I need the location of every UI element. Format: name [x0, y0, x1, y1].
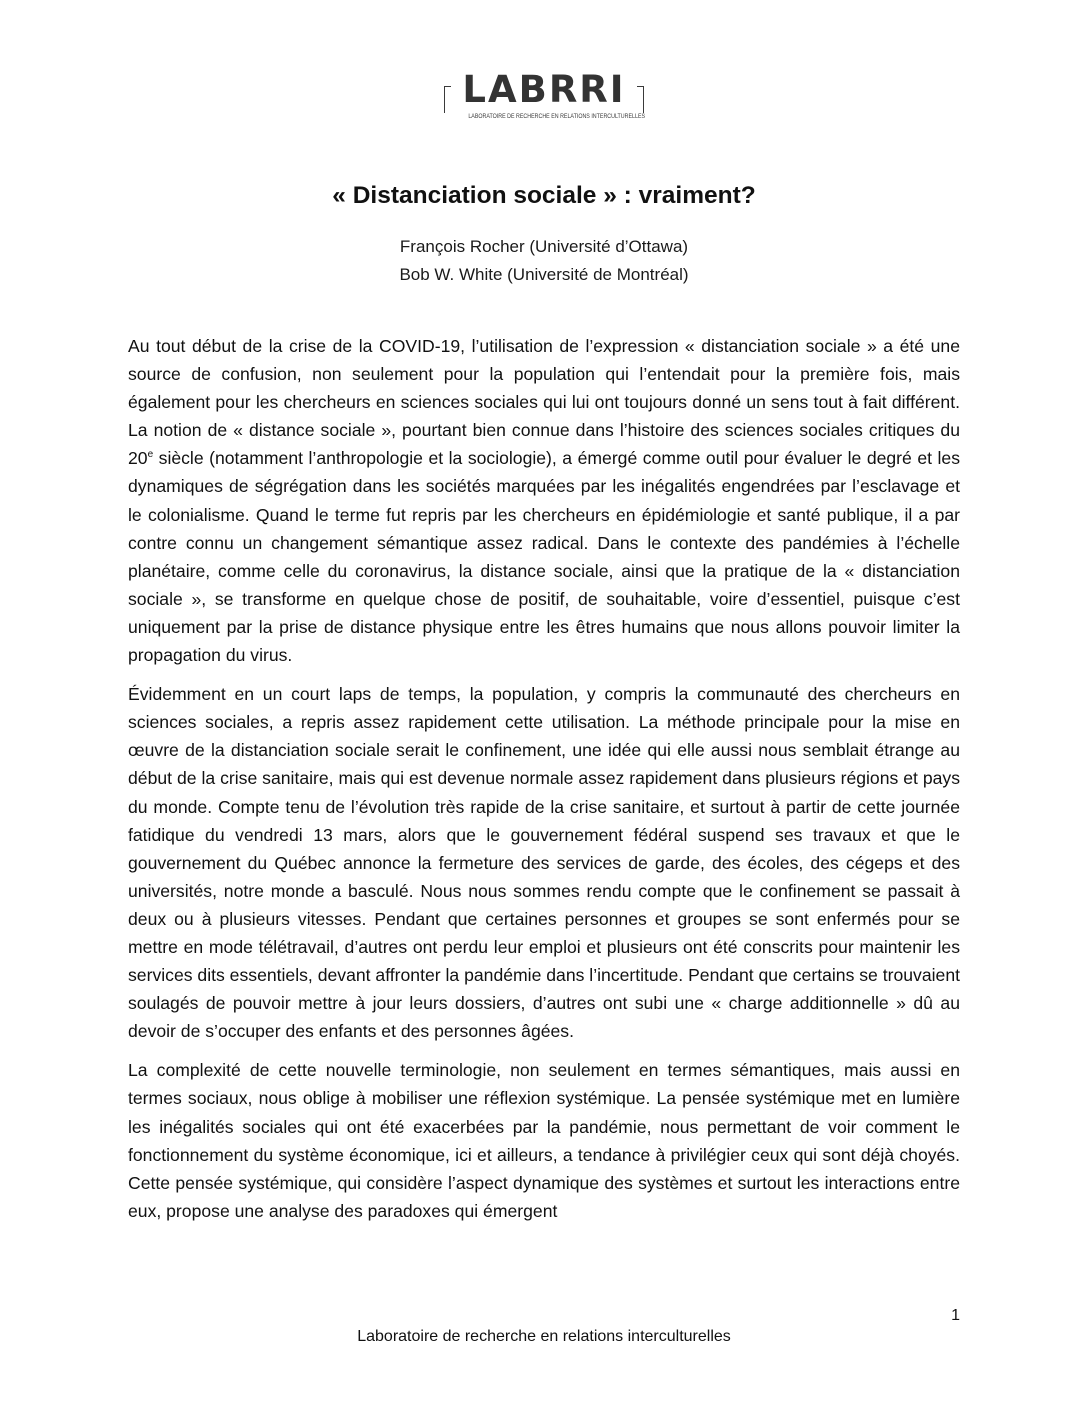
labrri-logo: [444, 66, 644, 124]
page-footer: Laboratoire de recherche en relations interculturelles: [357, 1328, 731, 1345]
paragraph-text: siècle (notamment l’anthropologie et la sociologie), a émergé comme outil pour évaluer le degré et les dynamiques de ségrégation dans les sociétés marquées par les inégalités engendrées par l’esclavage et le colonialisme. Quand le terme fut repris par les chercheurs en épidémiologie et santé publique, il a par contre connu un changement sémantique assez radical. Dans le contexte des pandémies à l’échelle planétaire, comme celle du coronavirus, la distance sociale, ainsi que la pratique de la « distanciation sociale », se transforme en quelque chose de positif, de souhaitable, voire d’essentiel, puisque c’est uniquement par la prise de distance physique entre les êtres humains que nous allons pouvoir limiter la propagation du virus.: [128, 448, 960, 666]
author-list: [0, 233, 1088, 289]
page-number: 1: [951, 1307, 960, 1324]
body-paragraph: [128, 332, 960, 669]
body-paragraph: Évidemment en un court laps de temps, la population, y compris la communauté des chercheurs en sciences sociales, a repris assez rapidement cette utilisation. La méthode principale pour la mise en œuvre de la distanciation sociale serait le confinement, une idée qui elle aussi nous semblait étrange au début de la crise sanitaire, mais qui est devenue normale assez rapidement dans plusieurs régions et pays du monde. Compte tenu de l’évolution très rapide de la crise sanitaire, et surtout à partir de cette journée fatidique du vendredi 13 mars, alors que le gouvernement fédéral suspend ses travaux et que le gouvernement du Québec annonce la fermeture des services de garde, des écoles, des cégeps et des universités, notre monde a basculé. Nous nous sommes rendu compte que le confinement se passait à deux ou à plusieurs vitesses. Pendant que certaines personnes et groupes se sont enfermés pour se mettre en mode télétravail, d’autres ont perdu leur emploi et plusieurs ont été conscrits pour maintenir les services dits essentiels, devant affronter la pandémie dans l’incertitude. Pendant que certains se trouvaient soulagés de pouvoir mettre à jour leurs dossiers, d’autres ont subi une « charge additionnelle » dû au devoir de s’occuper des enfants et des personnes âgées.: [128, 684, 960, 1042]
article-title: « Distanciation sociale » : vraiment?: [332, 182, 756, 209]
article-body: [128, 332, 960, 1236]
logo-right-bracket: [637, 86, 644, 113]
author-line: Bob W. White (Université de Montréal): [399, 265, 689, 284]
paragraph-text: Au tout début de la crise de la COVID-19, l’utilisation de l’expression « distanciation sociale » a été une source de confusion, non seulement pour la population qui l’entendait pour la première fois, mais également pour les chercheurs en sciences sociales qui lui ont toujours donné un sens tout à fait différent. La notion de « distance sociale », pourtant bien connue dans l’histoire des sciences sociales critiques du 20: [128, 336, 960, 469]
author-line: François Rocher (Université d’Ottawa): [399, 237, 689, 256]
logo-tagline: LABORATOIRE DE RECHERCHE EN RELATIONS INTERCULTURELLES: [468, 113, 646, 120]
logo-left-bracket: [444, 86, 451, 113]
logo-wordmark: LABRRI: [462, 68, 626, 111]
body-paragraph: La complexité de cette nouvelle terminologie, non seulement en termes sémantiques, mais aussi en termes sociaux, nous oblige à mobiliser une réflexion systémique. La pensée systémique met en lumière les inégalités sociales qui ont été exacerbées par la pandémie, nous permettant de voir comment le fonctionnement du système économique, ici et ailleurs, a tendance à privilégier ceux qui sont déjà choyés. Cette pensée systémique, qui considère l’aspect dynamique des systèmes et surtout les interactions entre eux, propose une analyse des paradoxes qui émergent: [128, 1060, 960, 1221]
superscript: e: [147, 449, 154, 461]
